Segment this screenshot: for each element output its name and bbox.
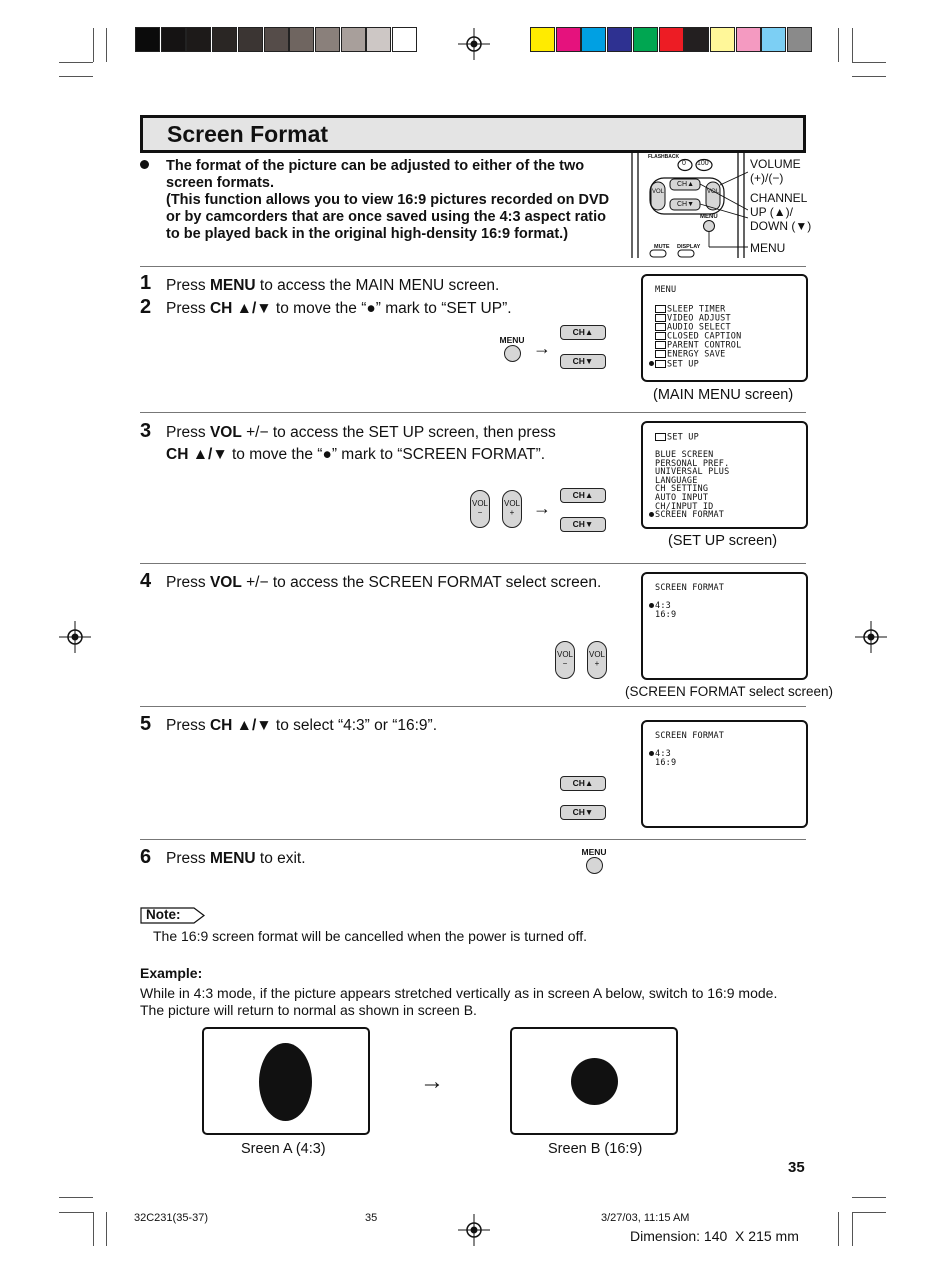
step-text-pre: Press (166, 300, 210, 317)
crop-mark (852, 76, 886, 77)
selection-marker-icon (649, 512, 654, 517)
screen-b-caption: Sreen B (16:9) (548, 1141, 643, 1157)
ch-up-button: CH▲ (560, 488, 606, 503)
setup-menu-title-text: SET UP (667, 432, 699, 443)
registration-mark-top (458, 28, 490, 60)
footer-job-id: 32C231(35-37) (134, 1212, 208, 1224)
menu-list-item-label: SLEEP TIMER (667, 304, 726, 315)
step-text-pre: Press (166, 574, 210, 591)
menu-list-item-label: UNIVERSAL PLUS (655, 467, 730, 478)
format-option-list (655, 750, 676, 767)
ch-down-button: CH▼ (560, 354, 606, 369)
selection-marker-icon (649, 751, 654, 756)
intro-line-1: The format of the picture can be adjusted to either of the two screen formats. (166, 158, 585, 191)
main-menu-caption: (MAIN MENU screen) (653, 387, 794, 403)
step-text-pre: Press (166, 717, 210, 734)
crop-mark (93, 28, 94, 62)
screen-a-illustration (202, 1027, 370, 1135)
menu-list-item-label: 16:9 (655, 757, 677, 768)
section-divider (140, 839, 806, 840)
vol-minus-sign: − (562, 659, 568, 668)
format-screen-title: SCREEN FORMAT (655, 583, 725, 593)
menu-list-item (655, 511, 729, 520)
color-swatch (366, 27, 391, 52)
note-tag-label: Note: (146, 907, 181, 922)
step-text-bold: CH ▲/▼ (166, 446, 228, 463)
color-swatch (161, 27, 186, 52)
ch-up-button: CH▲ (560, 776, 606, 791)
page-title: Screen Format (167, 121, 329, 147)
color-swatch (289, 27, 314, 52)
crop-mark (93, 1212, 94, 1246)
color-swatch (238, 27, 263, 52)
circle-shape (571, 1058, 618, 1105)
step-text-bold: VOL (209, 574, 242, 591)
vol-minus-sign: − (477, 508, 483, 517)
section-divider (140, 706, 806, 707)
menu-list-item-label: SCREEN FORMAT (655, 510, 725, 521)
screen-a-caption: Sreen A (4:3) (241, 1141, 326, 1157)
remote-channel-callout (750, 191, 811, 233)
step-text-post: to select “4:3” or “16:9”. (271, 717, 438, 734)
step-number: 4 (140, 570, 152, 592)
crop-mark (852, 1212, 853, 1246)
color-swatch (212, 27, 237, 52)
registration-mark-left (59, 621, 91, 653)
step-text-bold: CH ▲/▼ (209, 300, 272, 317)
menu-list-item-label: 4:3 (655, 749, 671, 759)
menu-list-item-label: VIDEO ADJUST (667, 313, 731, 324)
step-text (166, 848, 306, 870)
intro-text (166, 158, 612, 243)
menu-list-item (655, 759, 676, 768)
color-swatch (633, 27, 658, 52)
footer-date: 3/27/03, 11:15 AM (601, 1212, 690, 1224)
menu-button (497, 335, 527, 367)
step-number: 6 (140, 846, 152, 868)
registration-mark-right (855, 621, 887, 653)
step-text (166, 275, 499, 297)
vol-plus-button (587, 641, 607, 679)
menu-button (579, 847, 609, 879)
vol-plus-sign: + (594, 659, 600, 668)
remote-menu-callout: MENU (750, 241, 786, 255)
intro-line-2: (This function allows you to view 16:9 pictures recorded on DVD or by camcorders that are once saved using the 4:3 aspect ratio to be played back in the original high-density 16:9 format.) (166, 192, 610, 242)
screen-format-select-screen-2 (641, 720, 808, 828)
color-swatch (710, 27, 735, 52)
menu-item-icon (655, 332, 666, 340)
step-number: 5 (140, 713, 152, 735)
crop-mark (852, 62, 886, 63)
remote-ch-up-label: CH▲ (677, 181, 695, 188)
crop-mark (852, 1197, 886, 1198)
crop-mark (852, 1212, 886, 1213)
vol-plus-sign: + (509, 508, 515, 517)
color-swatch (581, 27, 606, 52)
main-menu-title: MENU (655, 285, 677, 295)
page-title-bar (140, 115, 806, 153)
step-text-pre: Press (166, 424, 210, 441)
example-line-1: While in 4:3 mode, if the picture appears stretched vertically as in screen A below, switch to 16:9 mode. (140, 985, 778, 1001)
ch-down-button: CH▼ (560, 517, 606, 532)
color-swatch (736, 27, 761, 52)
menu-list-item-label: AUTO INPUT (655, 492, 709, 503)
arrow-icon: → (533, 498, 551, 518)
setup-menu-screen (641, 421, 808, 529)
color-swatch (761, 27, 786, 52)
note-text: The 16:9 screen format will be cancelled when the power is turned off. (153, 928, 587, 944)
menu-list-item-label: AUDIO SELECT (667, 322, 731, 333)
menu-list-item-label: PERSONAL PREF. (655, 458, 730, 469)
menu-button-label: MENU (499, 335, 525, 345)
color-swatch (264, 27, 289, 52)
color-swatch (392, 27, 417, 52)
menu-list-item-label: PARENT CONTROL (667, 340, 742, 351)
arrow-icon: → (533, 338, 551, 358)
step-text (166, 572, 601, 594)
step-text-pre: Press (166, 277, 210, 294)
selection-marker-icon (649, 603, 654, 608)
menu-list-item-label: CH SETTING (655, 484, 709, 495)
remote-channel-up-label: UP (▲)/ (750, 205, 793, 219)
step-text-post: +/− to access the SET UP screen, then press (241, 424, 556, 441)
step-text (166, 715, 437, 737)
vol-minus-button (470, 490, 490, 528)
step-text-line-2 (166, 444, 545, 466)
remote-menu-label: MENU (700, 214, 718, 220)
menu-item-icon (655, 314, 666, 322)
crop-mark (59, 1212, 93, 1213)
color-swatch (186, 27, 211, 52)
menu-list-item-label: SET UP (667, 359, 699, 370)
menu-item-icon (655, 341, 666, 349)
format-option-list (655, 602, 676, 619)
menu-button-circle (504, 345, 521, 362)
remote-channel-label: CHANNEL (750, 191, 808, 205)
step-number: 2 (140, 296, 152, 318)
menu-item-icon (655, 323, 666, 331)
remote-volume-callout (750, 157, 801, 185)
remote-volume-sign-label: (+)/(−) (750, 171, 784, 185)
menu-button-label: MENU (581, 847, 607, 857)
example-paragraph (140, 985, 820, 1019)
footer-dimension: Dimension: 140 X 215 mm (630, 1228, 799, 1244)
menu-list-item-label: ENERGY SAVE (667, 349, 726, 360)
remote-flashback-label: FLASHBACK (648, 154, 680, 160)
color-swatch (135, 27, 160, 52)
menu-button-circle (586, 857, 603, 874)
step-text-post: to exit. (255, 850, 306, 867)
arrow-icon: → (420, 1068, 444, 1095)
crop-mark (838, 1212, 839, 1246)
color-swatch (556, 27, 581, 52)
setup-menu-title (655, 433, 699, 442)
selection-marker-icon (649, 361, 654, 366)
step-text-bold: MENU (209, 277, 256, 294)
vol-minus-button (555, 641, 575, 679)
vol-minus-label: VOL (471, 499, 488, 508)
vol-plus-label: VOL (588, 650, 605, 659)
menu-list-item-label: 16:9 (655, 609, 677, 620)
menu-list-item-label: CH/INPUT ID (655, 501, 714, 512)
menu-list-item (655, 611, 676, 620)
section-divider (140, 412, 806, 413)
menu-list-item-label: LANGUAGE (655, 475, 698, 486)
color-swatch (607, 27, 632, 52)
step-text (166, 422, 556, 444)
format-screen-title: SCREEN FORMAT (655, 731, 725, 741)
step-text-post: to access the MAIN MENU screen. (255, 277, 500, 294)
color-swatch (315, 27, 340, 52)
example-line-2: The picture will return to normal as shown in screen B. (140, 1002, 477, 1018)
remote-vol-left-label: VOL (652, 189, 665, 195)
menu-list-item (655, 360, 741, 369)
menu-list-item-label: 4:3 (655, 601, 671, 611)
color-swatch (684, 27, 709, 52)
step-text-bold: MENU (209, 850, 256, 867)
menu-list-item-label: BLUE SCREEN (655, 450, 714, 460)
crop-mark (106, 28, 107, 62)
crop-mark (106, 1212, 107, 1246)
color-swatch (659, 27, 684, 52)
vol-minus-label: VOL (556, 650, 573, 659)
setup-menu-caption: (SET UP screen) (668, 533, 778, 549)
main-menu-screen (641, 274, 808, 382)
remote-channel-down-label: DOWN (▼) (750, 219, 812, 233)
menu-item-icon (655, 350, 666, 358)
menu-item-icon (655, 305, 666, 313)
color-swatch (341, 27, 366, 52)
remote-mute-label: MUTE (654, 244, 670, 250)
screen-b-illustration (510, 1027, 678, 1135)
step-text-bold: VOL (209, 424, 242, 441)
step-text-bold: CH ▲/▼ (209, 717, 272, 734)
remote-zero-label: 0 (682, 160, 686, 167)
ch-up-button: CH▲ (560, 325, 606, 340)
registration-mark-bottom (458, 1214, 490, 1246)
step-text-post: +/− to access the SCREEN FORMAT select screen. (241, 574, 602, 591)
vol-plus-button (502, 490, 522, 528)
crop-mark (852, 28, 853, 62)
menu-item-icon (655, 360, 666, 368)
color-swatch (530, 27, 555, 52)
stretched-circle-shape (259, 1043, 312, 1121)
remote-hundred-label: 100 (697, 160, 709, 167)
vol-plus-label: VOL (503, 499, 520, 508)
ch-down-button: CH▼ (560, 805, 606, 820)
remote-vol-right-label: VOL (707, 189, 720, 195)
remote-volume-label: VOLUME (750, 157, 801, 171)
format-screen-caption: (SCREEN FORMAT select screen) (625, 684, 834, 699)
color-swatch (787, 27, 812, 52)
example-heading: Example: (140, 965, 203, 981)
step-text (166, 298, 512, 320)
step-text-post: to move the “●” mark to “SCREEN FORMAT”. (227, 446, 546, 463)
crop-mark (838, 28, 839, 62)
crop-mark (59, 76, 93, 77)
footer-page: 35 (365, 1212, 378, 1224)
menu-list-item-label: CLOSED CAPTION (667, 331, 742, 342)
setup-icon (655, 433, 666, 441)
remote-display-label: DISPLAY (677, 244, 701, 250)
setup-menu-list (655, 451, 729, 520)
step-text-pre: Press (166, 850, 210, 867)
bullet-icon (140, 160, 149, 169)
step-number: 3 (140, 420, 152, 442)
section-divider (140, 563, 806, 564)
section-divider (140, 266, 806, 267)
main-menu-list (655, 305, 741, 369)
step-number: 1 (140, 272, 152, 294)
remote-ch-down-label: CH▼ (677, 201, 695, 208)
screen-format-select-screen (641, 572, 808, 680)
crop-mark (59, 1197, 93, 1198)
step-text-post: to move the “●” mark to “SET UP”. (271, 300, 512, 317)
crop-mark (59, 62, 93, 63)
page-number: 35 (788, 1159, 805, 1176)
